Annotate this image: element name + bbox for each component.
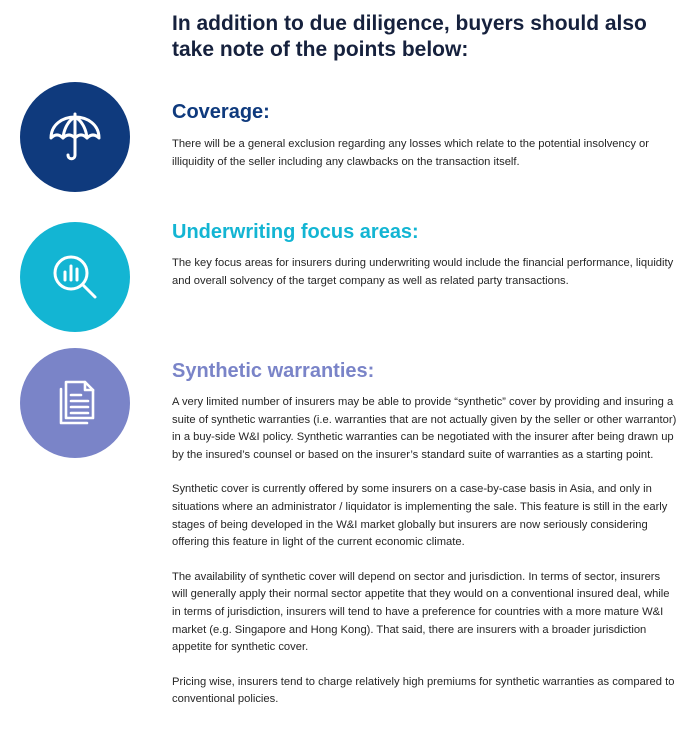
page-heading: In addition to due diligence, buyers should also take note of the points below: bbox=[172, 12, 647, 61]
synthetic-title: Synthetic warranties: bbox=[172, 360, 375, 382]
underwriting-title: Underwriting focus areas: bbox=[172, 221, 419, 243]
umbrella-icon bbox=[45, 107, 105, 167]
coverage-title: Coverage: bbox=[172, 101, 270, 123]
coverage-paragraph: There will be a general exclusion regarding any losses which relate to the potential insolvency or illiquidity of the seller including any clawbacks on the transaction itself. bbox=[172, 138, 649, 168]
coverage-text bbox=[172, 136, 677, 171]
documents-icon bbox=[45, 373, 105, 433]
coverage-icon-circle bbox=[20, 82, 130, 192]
underwriting-text bbox=[172, 255, 677, 290]
synthetic-paragraph-1: A very limited number of insurers may be able to provide “synthetic” cover by providing and insuring a suite of synthetic warranties (i.e. warranties that are not actually given by the seller or other warrantor) in a buy-side W&I policy. Synthetic warranties can be negotiated with the insurer after being drawn up by the insured’s counsel or based on the insurer’s standard suite of warranties as a starting point. bbox=[172, 396, 677, 461]
synthetic-paragraph-3: The availability of synthetic cover will depend on sector and jurisdiction. In terms of sector, insurers will generally apply their normal sector appetite that they would on a conventional insured deal, while in terms of jurisdiction, insurers will tend to have a preference for countries with a more mature W&I market (e.g. Singapore and Hong Kong). That said, there are insurers with a broader jurisdiction appetite for synthetic cover. bbox=[172, 570, 670, 654]
synthetic-icon-circle bbox=[20, 348, 130, 458]
synthetic-paragraph-4: Pricing wise, insurers tend to charge relatively high premiums for synthetic warranties as compared to conventional policies. bbox=[172, 675, 675, 706]
underwriting-paragraph: The key focus areas for insurers during underwriting would include the financial performance, liquidity and overall solvency of the target company as well as related party transactions. bbox=[172, 257, 674, 287]
underwriting-icon-circle bbox=[20, 222, 130, 332]
synthetic-text bbox=[172, 394, 677, 709]
magnifier-chart-icon bbox=[45, 247, 105, 307]
synthetic-paragraph-2: Synthetic cover is currently offered by some insurers on a case-by-case basis in Asia, and only in situations where an administrator / liquidator is implementing the sale. This feature is still in the early stages of being developed in the W&I market globally but insurers are now seriously considering offering this feature in light of the current economic climate. bbox=[172, 483, 668, 549]
